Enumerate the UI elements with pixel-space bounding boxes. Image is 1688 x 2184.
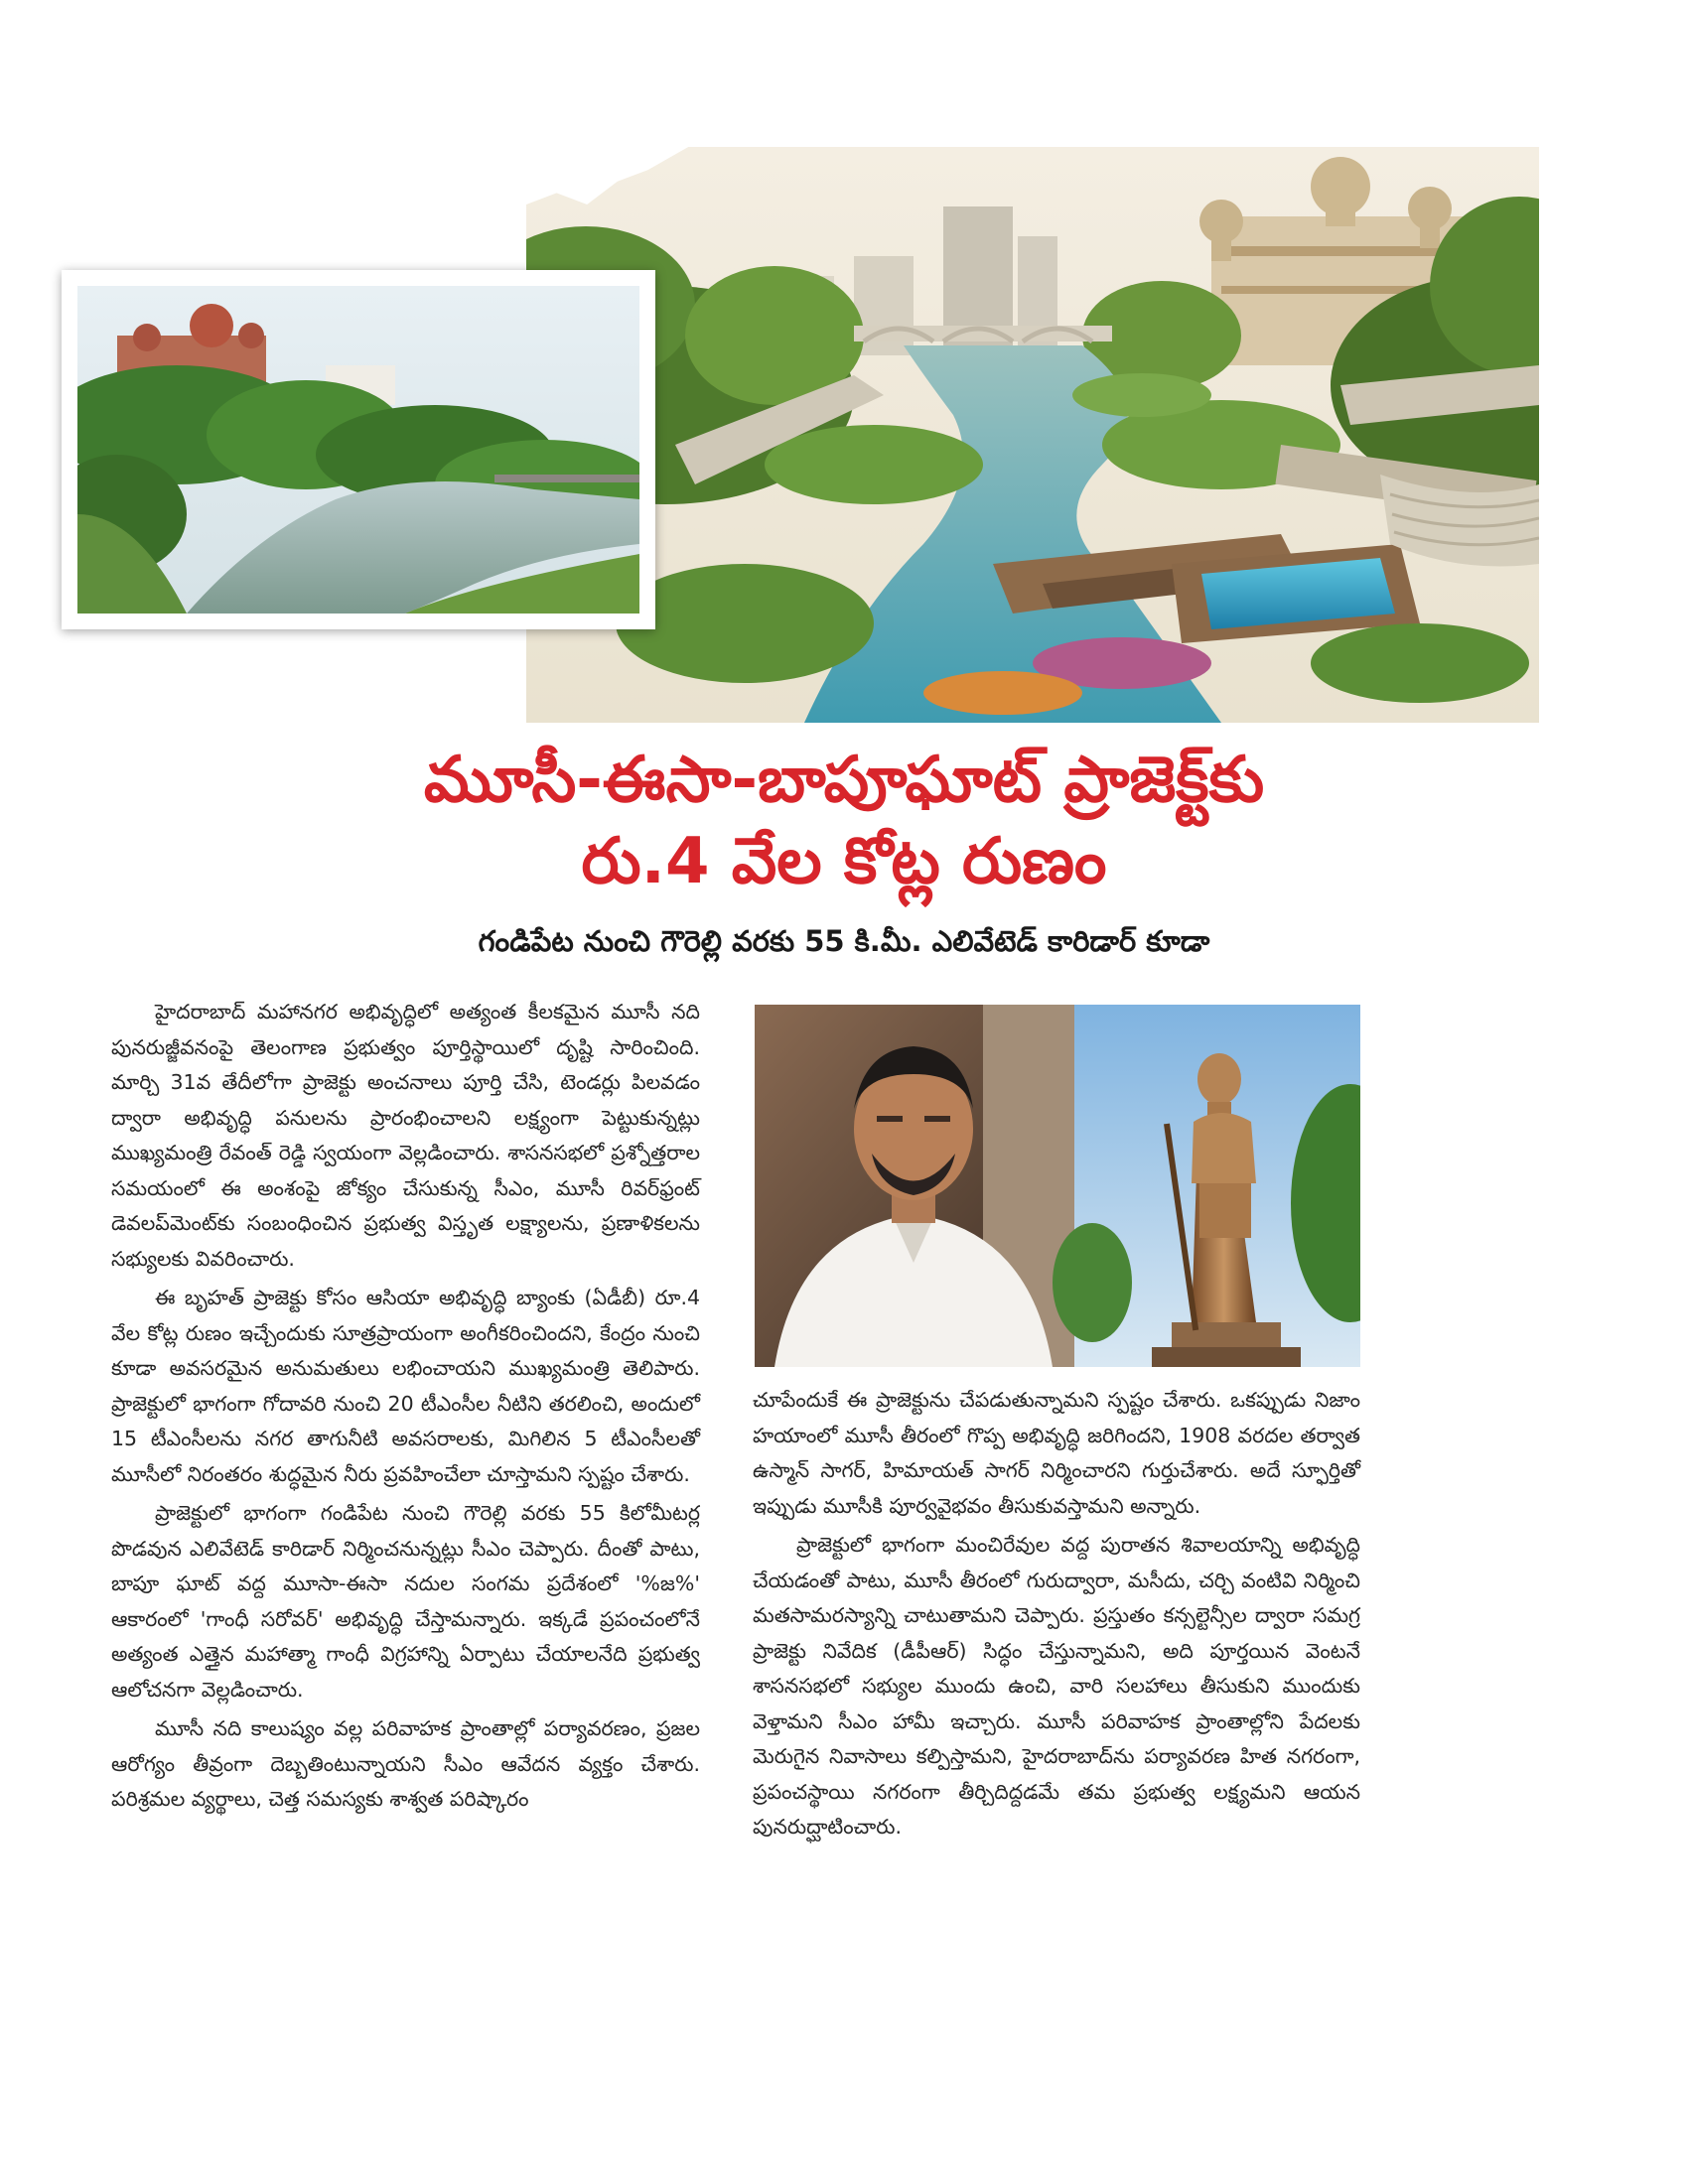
- paragraph-continuation: చూపేందుకే ఈ ప్రాజెక్టును చేపడుతున్నామని స్పష్టం చేశారు. ఒకప్పుడు నిజాం హయాంలో మూసీ తీరంలో గొప్ప అభివృద్ధి జరిగిందని, 1908 వరదల తర్వాత ఉస్మాన్ సాగర్, హిమాయత్ సాగర్ నిర్మించారని గుర్తుచేశారు. అదే స్ఫూర్తితో ఇప్పుడు మూసీకి పూర్వవైభవం తీసుకువస్తామని అన్నారు.: [753, 1388, 1360, 1518]
- article-left-column: [111, 995, 700, 1822]
- subheadline: గండిపేట నుంచి గౌరెల్లి వరకు 55 కి.మీ. ఎలివేటెడ్ కారిడార్ కూడా: [478, 924, 1210, 958]
- paragraph: ఈ బృహత్ ప్రాజెక్టు కోసం ఆసియా అభివృద్ధి బ్యాంకు (ఏడీబీ) రూ.4 వేల కోట్ల రుణం ఇచ్చేందుకు సూత్రప్రాయంగా అంగీకరించిందని, కేంద్రం నుంచి కూడా అవసరమైన అనుమతులు లభించాయని ముఖ్యమంత్రి తెలిపారు. ప్రాజెక్టులో భాగంగా గోదావరి నుంచి 20 టీఎంసీల నీటిని తరలించి, అందులో 15 టీఎంసీలను నగర తాగునీటి అవసరాలకు, మిగిలిన 5 టీఎంసీలతో మూసీలో నిరంతరం శుద్ధమైన నీరు ప్రవహించేలా చూస్తామని స్పష్టం చేశారు.: [111, 1286, 700, 1486]
- paragraph: మూసీ నది కాలుష్యం వల్ల పరివాహక ప్రాంతాల్లో పర్యావరణం, ప్రజల ఆరోగ్యం తీవ్రంగా దెబ్బతింటున్నాయని సీఎం ఆవేదన వ్యక్తం చేశారు. పరిశ్రమల వ్యర్థాలు, చెత్త సమస్యకు శాశ్వత పరిష్కారం: [111, 1716, 700, 1811]
- paragraph: హైదరాబాద్ మహానగర అభివృద్ధిలో అత్యంత కీలకమైన మూసీ నది పునరుజ్జీవనంపై తెలంగాణ ప్రభుత్వం పూర్తిస్థాయిలో దృష్టి సారించింది. మార్చి 31వ తేదీలోగా ప్రాజెక్టు అంచనాలు పూర్తి చేసి, టెండర్లు పిలవడం ద్వారా అభివృద్ధి పనులను ప్రారంభించాలని లక్ష్యంగా పెట్టుకున్నట్లు ముఖ్యమంత్రి రేవంత్ రెడ్డి స్వయంగా వెల్లడించారు. శాసనసభలో ప్రశ్నోత్తరాల సమయంలో ఈ అంశంపై జోక్యం చేసుకున్న సీఎం, మూసీ రివర్‌ఫ్రంట్ డెవలప్‌మెంట్‌కు సంబంధించిన ప్రభుత్వ విస్తృత లక్ష్యాలను, ప్రణాళికలను సభ్యులకు వివరించారు.: [111, 1000, 700, 1271]
- musi-river-photo: [62, 270, 655, 629]
- headline-line-2: రు.4 వేల కోట్ల రుణం: [581, 825, 1107, 898]
- article-right-column: [753, 1383, 1360, 1849]
- cm-and-gandhi-statue-photos: [755, 1005, 1360, 1367]
- paragraph: ప్రాజెక్టులో భాగంగా గండిపేట నుంచి గౌరెల్లి వరకు 55 కిలోమీటర్ల పొడవున ఎలివేటెడ్ కారిడార్ నిర్మించనున్నట్లు సీఎం చెప్పారు. దీంతో పాటు, బాపూ ఘాట్ వద్ద మూసా-ఈసా నదుల సంగమ ప్రదేశంలో '%జ%' ఆకారంలో 'గాంధీ సరోవర్' అభివృద్ధి చేస్తామన్నారు. ఇక్కడే ప్రపంచంలోనే అత్యంత ఎత్తైన మహాత్మా గాంధీ విగ్రహాన్ని ఏర్పాటు చేయాలనేది ప్రభుత్వ ఆలోచనగా వెల్లడించారు.: [111, 1501, 700, 1702]
- headline-line-1: మూసీ-ఈసా-బాపూఘాట్ ప్రాజెక్ట్‌కు: [423, 744, 1265, 817]
- paragraph: ప్రాజెక్టులో భాగంగా మంచిరేవుల వద్ద పురాతన శివాలయాన్ని అభివృద్ధి చేయడంతో పాటు, మూసీ తీరంలో గురుద్వారా, మసీదు, చర్చి వంటివి నిర్మించి మతసామరస్యాన్ని చాటుతామని చెప్పారు. ప్రస్తుతం కన్సల్టెన్సీల ద్వారా సమగ్ర ప్రాజెక్టు నివేదిక (డీపీఆర్) సిద్ధం చేస్తున్నామని, అది పూర్తయిన వెంటనే శాసనసభలో సభ్యుల ముందు ఉంచి, వారి సలహాలు తీసుకుని ముందుకు వెళ్తామని సీఎం హామీ ఇచ్చారు. మూసీ పరివాహక ప్రాంతాల్లోని పేదలకు మెరుగైన నివాసాలు కల్పిస్తామని, హైదరాబాద్‌ను పర్యావరణ హిత నగరంగా, ప్రపంచస్థాయి నగరంగా తీర్చిదిద్దడమే తమ ప్రభుత్వ లక్ష్యమని ఆయన పునరుద్ఘాటించారు.: [753, 1533, 1360, 1839]
- riverfront-render-image: [526, 147, 1539, 723]
